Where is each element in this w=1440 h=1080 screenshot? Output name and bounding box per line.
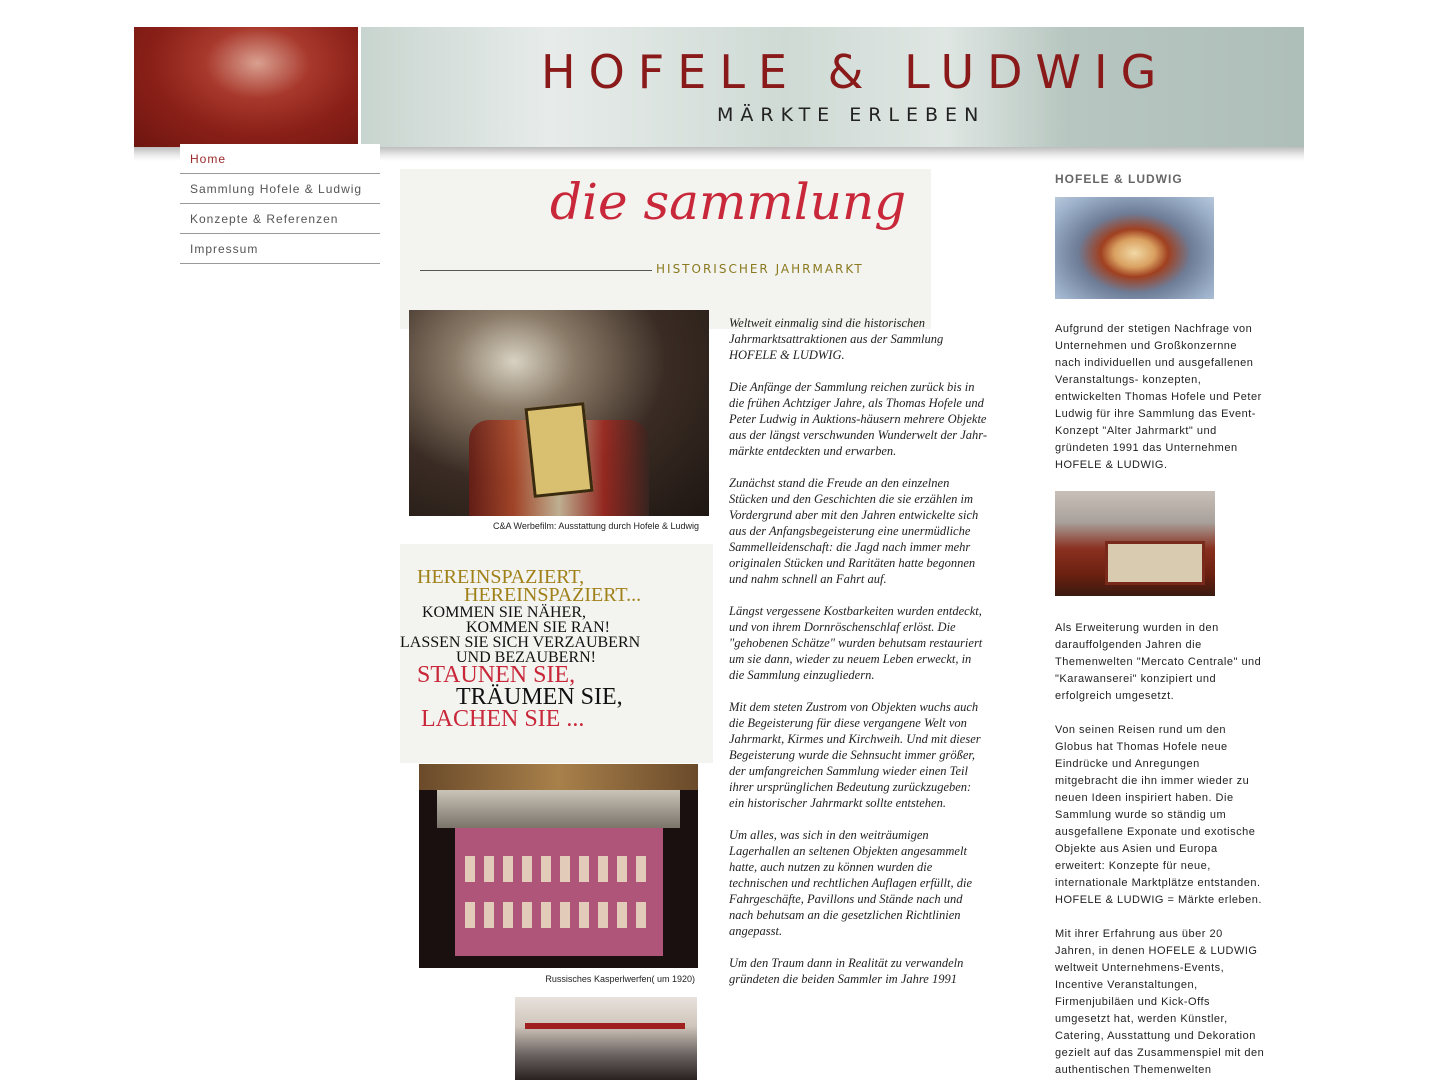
- promo-line: KOMMEN SIE NÄHER,: [422, 604, 586, 621]
- photo-stage-shape: [455, 828, 663, 956]
- photo-frame-shape: [419, 764, 698, 790]
- promo-line: LACHEN SIE ...: [421, 706, 585, 732]
- story-paragraph: Längst vergessene Kostbarkeiten wurden entdeckt, und von ihrem Dornröschenschlaf erlöst. Die "gehobenen Schätze" wurden behutsam restauriert um sie dann, wieder zu neuem Leben erweckt, in die Sammlung einzugliedern.: [729, 604, 983, 682]
- site-header: [134, 27, 1304, 147]
- story-paragraph: Die Anfänge der Sammlung reichen zurück bis in die frühen Achtziger Jahre, als Thomas Hofele und Peter Ludwig in Auktions-häusern mehrere Objekte aus der längst verschwunden Wunderwelt der Jahr-märkte entdeckten und erwarben.: [729, 380, 988, 458]
- right-sidebar: [1055, 172, 1265, 1080]
- site-logo-title[interactable]: HOFELE & LUDWIG: [541, 45, 1170, 99]
- photo-puppet-row: [465, 902, 655, 928]
- promo-line: STAUNEN SIE,: [417, 662, 576, 688]
- story-text: [729, 315, 989, 1003]
- promo-text-image: [400, 544, 713, 763]
- photo-carousel-stand: [515, 997, 697, 1080]
- sidebar-paragraph: Aufgrund der stetigen Nachfrage von Unternehmen und Großkonzernne nach individuellen und ausgefallenen Veranstaltungs- konzepten, entwickelten Thomas Hofele und Peter Ludwig für ihre Sammlung das Event-Konzept "Alter Jahrmarkt" und gründeten 1991 das Unternehmen HOFELE & LUDWIG.: [1055, 323, 1262, 471]
- photo-awning-shape: [437, 790, 680, 828]
- photo-puppet-row: [465, 856, 655, 882]
- sidebar-paragraph: Als Erweiterung wurden in den darauffolgenden Jahren die Themenwelten "Mercato Centrale" und "Karawanserei" konzipiert und erfolgreich umgesetzt.: [1055, 622, 1262, 702]
- photo-bar-shape: [525, 1023, 685, 1029]
- nav-item-sammlung[interactable]: Sammlung Hofele & Ludwig: [180, 174, 380, 204]
- sidebar-image-carousel: [1055, 197, 1214, 299]
- sidebar-image-shop: [1055, 491, 1215, 596]
- sidebar-text: [1055, 321, 1265, 474]
- promo-line: HEREINSPAZIERT...: [464, 584, 642, 606]
- sammlung-logo-line: [420, 270, 652, 271]
- story-paragraph: Zunächst stand die Freude an den einzelnen Stücken und den Geschichten die sie erzählen im Vordergrund aber mit den Jahren entwickelte sich aus der Anfangsbegeisterung eine unermüdliche Sammelleidenschaft: die Jagd nach immer mehr originalen Stücken und Raritäten hatte begonnen und nahm schnell an Fahrt auf.: [729, 476, 979, 586]
- sammlung-logo-image: [400, 169, 931, 329]
- sammlung-logo-subtitle: HISTORISCHER JAHRMARKT: [656, 262, 864, 276]
- header-banner: [361, 27, 1304, 147]
- nav-item-impressum[interactable]: Impressum: [180, 234, 380, 264]
- promo-line: LASSEN SIE SICH VERZAUBERN: [400, 634, 641, 651]
- sidebar-text: [1055, 620, 1265, 1079]
- promo-line: KOMMEN SIE RAN!: [466, 619, 610, 636]
- sammlung-logo-script: die sammlung: [550, 173, 907, 231]
- promo-line: HEREINSPAZIERT,: [417, 566, 585, 588]
- story-paragraph: Weltweit einmalig sind die historischen Jahrmarktsattraktionen aus der Sammlung HOFELE & LUDWIG.: [729, 316, 944, 362]
- sidebar-paragraph: Mit ihrer Erfahrung aus über 20 Jahren, in denen HOFELE & LUDWIG weltweit Unternehmens-Events, Incentive Veranstaltungen, Firmenjubiläen und Kick-Offs umgesetzt hat, werden Künstler, Catering, Ausstattung und Dekoration gezielt auf das Zusammenspiel mit den authentischen Themenwelten: [1055, 928, 1265, 1076]
- story-paragraph: Um alles, was sich in den weiträumigen Lagerhallen an seltenen Objekten angesammelt hatte, auch nutzen zu können wurden die technischen und rechtlichen Auflagen erfüllt, die Fahrgeschäfte, Pavillons und Stände nach und nach behutsam an die gesetzlichen Richtlinien angepasst.: [729, 828, 972, 938]
- photo-kasperlwerfen: [419, 764, 698, 968]
- photo-ca-werbefilm: [409, 310, 709, 516]
- sidebar-image-shelf-shape: [1105, 541, 1205, 585]
- header-carousel-photo: [134, 27, 358, 147]
- sidebar-title: HOFELE & LUDWIG: [1055, 172, 1183, 186]
- photo-caption: Russisches Kasperlwerfen( um 1920): [545, 974, 695, 984]
- photo-sign-shape: [524, 402, 593, 498]
- nav-item-home[interactable]: Home: [180, 144, 380, 174]
- photo-caption: C&A Werbefilm: Ausstattung durch Hofele & Ludwig: [493, 521, 699, 531]
- main-navigation: [180, 144, 380, 264]
- nav-item-konzepte-referenzen[interactable]: Konzepte & Referenzen: [180, 204, 380, 234]
- sidebar-paragraph: Von seinen Reisen rund um den Globus hat Thomas Hofele neue Eindrücke und Anregungen mitgebracht die ihn immer wieder zu neuen Ideen inspiriert haben. Die Sammlung wurde so ständig um ausgefallene Exponate und exotische Objekte aus Asien und Europa erweitert: Konzepte für neue, internationale Marktplätze entstanden. HOFELE & LUDWIG = Märkte erleben.: [1055, 724, 1262, 906]
- promo-line: UND BEZAUBERN!: [456, 649, 596, 666]
- site-tagline: MÄRKTE ERLEBEN: [717, 104, 986, 126]
- promo-line: TRÄUMEN SIE,: [456, 684, 623, 710]
- story-paragraph: Um den Traum dann in Realität zu verwandeln gründeten die beiden Sammler im Jahre 1991: [729, 956, 964, 986]
- story-paragraph: Mit dem steten Zustrom von Objekten wuchs auch die Begeisterung für diese vergangene Welt von Jahrmarkt, Kirmes und Kirchweih. Und mit dieser Begeisterung wurde die Sehnsucht immer größer, der umfangreichen Sammlung wieder einen Teil ihrer ursprünglichen Bedeutung zurückzugeben: ein historischer Jahrmarkt sollte entstehen.: [729, 700, 981, 810]
